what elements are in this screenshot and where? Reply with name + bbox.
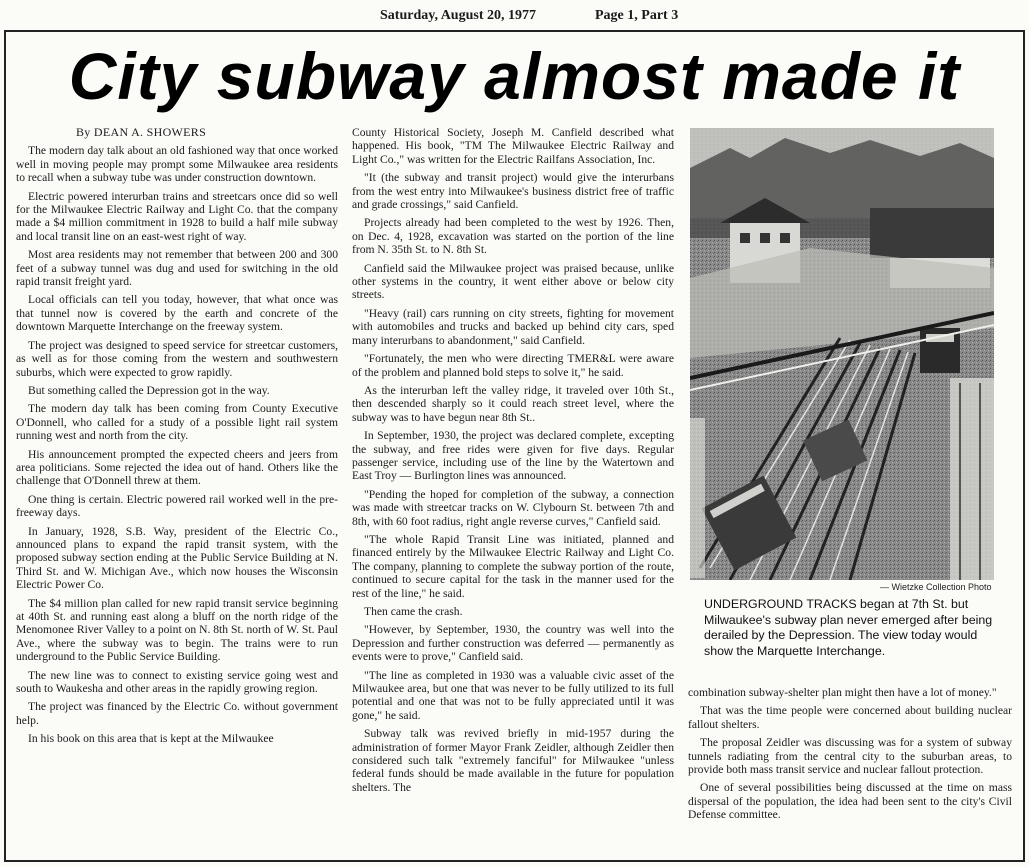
paragraph: Canfield said the Milwaukee project was praised because, unlike other systems in the country, it went either above or below city streets.: [352, 261, 674, 302]
publication-date: Saturday, August 20, 1977: [380, 8, 536, 23]
paragraph: The modern day talk has been coming from County Executive O'Donnell, who called for a study of a possible light rail system running west and north from the city.: [16, 402, 338, 443]
paragraph: Projects already had been completed to the west by 1926. Then, on Dec. 4, 1928, excavation was started on the portion of the line from N. 35th St. to N. 8th St.: [352, 216, 674, 257]
paragraph: The project was financed by the Electric Co. without government help.: [16, 700, 338, 727]
paragraph: County Historical Society, Joseph M. Canfield described what happened. His book, "TM The Milwaukee Electric Railway and Light Co.," was written for the Electric Railfans Association, Inc.: [352, 126, 674, 166]
paragraph: His announcement prompted the expected cheers and jeers from area politicians. Some rejected the idea out of hand. Others like the challenge that O'Donnell threw at them.: [16, 447, 338, 488]
paragraph: "It (the subway and transit project) would give the interurbans from the west entry into Milwaukee's business district free of traffic and grade crossings," said Canfield.: [352, 171, 674, 212]
paragraph: Then came the crash.: [364, 605, 463, 618]
paragraph: The project was designed to speed service for streetcar customers, as well as for those coming from the western and southwestern suburbs, which were expected to grow rapidly.: [16, 338, 338, 379]
paragraph: "Pending the hoped for completion of the subway, a connection was made with streetcar tracks on W. Clybourn St. between 7th and 8th, with 60 foot radius, right angle reverse curves," Canfield said.: [352, 487, 674, 528]
article-column-2: [352, 126, 674, 846]
paragraph: The modern day talk about an old fashioned way that once worked well in moving people may prompt some Milwaukee area residents to recall when a subway tube was under construction downtown.: [16, 144, 338, 185]
paragraph: "Fortunately, the men who were directing TMER&L were aware of the problem and planned bold steps to solve it," he said.: [352, 352, 674, 379]
paragraph: "However, by September, 1930, the country was well into the Depression and further construction was deferred — permanently as events were to prove," Canfield said.: [352, 623, 674, 664]
photo-credit: — Wietzke Collection Photo: [880, 582, 992, 592]
article-column-3: [688, 686, 1012, 846]
paragraph: Most area residents may not remember that between 200 and 300 feet of a subway tunnel was dug and used for switching in the old rapid transit freight yard.: [16, 248, 338, 289]
paragraph: Local officials can tell you today, however, that what once was that tunnel now is covered by the earth and concrete of the downtown Marquette Interchange on the freeway system.: [16, 293, 338, 334]
paragraph: One thing is certain. Electric powered rail worked well in the pre-freeway days.: [16, 492, 338, 520]
paragraph: Subway talk was revived briefly in mid-1957 during the administration of former Mayor Frank Zeidler, although Zeidler then considered such talk "extremely fanciful" for Milwaukee "unless federal funds should be made available in the future for population shelters. The: [352, 727, 674, 794]
paragraph: combination subway-shelter plan might then have a lot of money.": [688, 686, 997, 699]
paragraph: But something called the Depression got in the way.: [28, 383, 270, 397]
paragraph: "The line as completed in 1930 was a valuable civic asset of the Milwaukee area, but one that was never to be fully utilized to its full potential and one that was not to be fully appreciated until it was gone," he said.: [352, 668, 674, 722]
photo-underground-tracks: [690, 128, 994, 580]
paragraph: The $4 million plan called for new rapid transit service beginning at 40th St. and running east along a bluff on the north ridge of the Menomonee River Valley to a point on N. 8th St. north of W. St. Paul Ave., where the subway was to begin. The trains were to run underground to the Public Service Building.: [16, 596, 338, 664]
page-number: Page 1, Part 3: [595, 8, 679, 23]
paragraph: In January, 1928, S.B. Way, president of the Electric Co., announced plans to expand the rapid transit system, with the proposed subway section ending at the Public Service Building at N. Third St. and W. Michigan Ave., which now houses the Wisconsin Electric Power Co.: [16, 524, 338, 592]
paragraph: "The whole Rapid Transit Line was initiated, planned and financed entirely by the Milwaukee Electric Railway and Light Co. The company, planning to complete the subway portion of the route, continued to secure capital for the task in the manner used for the rest of the line," he said.: [352, 532, 674, 600]
paragraph: That was the time people were concerned about building nuclear fallout shelters.: [688, 704, 1012, 731]
paragraph: One of several possibilities being discussed at the time on mass dispersal of the population, the idea had been sent to the city's Civil Defense committee.: [688, 781, 1012, 822]
byline: By DEAN A. SHOWERS: [76, 126, 207, 139]
paragraph: In September, 1930, the project was declared complete, excepting the subway, and free rides were given for five days. Regular passenger service, including use of the line by the Watertown and East Troy — Burlington lines was announced.: [352, 429, 674, 483]
dateline: [0, 6, 1029, 26]
paragraph: Electric powered interurban trains and streetcars once did so well for the Milwaukee Electric Railway and Light Co. that the company made a $4 million commitment in 1928 to build a half mile subway and local transit line on an east-west right of way.: [16, 189, 338, 243]
photo-image: [690, 128, 994, 580]
paragraph: "Heavy (rail) cars running on city streets, fighting for movement with automobiles and trucks and backed up behind city cars, sped many interurbans to abandonment," said Canfield.: [352, 306, 674, 347]
paragraph: The proposal Zeidler was discussing was for a system of subway tunnels radiating from the central city to the suburban areas, to provide both mass transit service and nuclear fallout protection.: [688, 736, 1012, 777]
paragraph: In his book on this area that is kept at the Milwaukee: [28, 732, 274, 746]
headline: City subway almost made it: [68, 39, 961, 113]
paragraph: As the interurban left the valley ridge, it traveled over 10th St., then descended sharply so it could reach street level, where the subway was to have begun near 8th St..: [352, 383, 674, 424]
photo-caption: UNDERGROUND TRACKS began at 7th St. but Milwaukee's subway plan never emerged after being derailed by the Depression. The view today would show the Marquette Interchange.: [704, 597, 993, 658]
paragraph: The new line was to connect to existing service going west and south to Waukesha and other areas in the rapidly growing region.: [16, 668, 338, 696]
article-column-1: [16, 126, 338, 846]
